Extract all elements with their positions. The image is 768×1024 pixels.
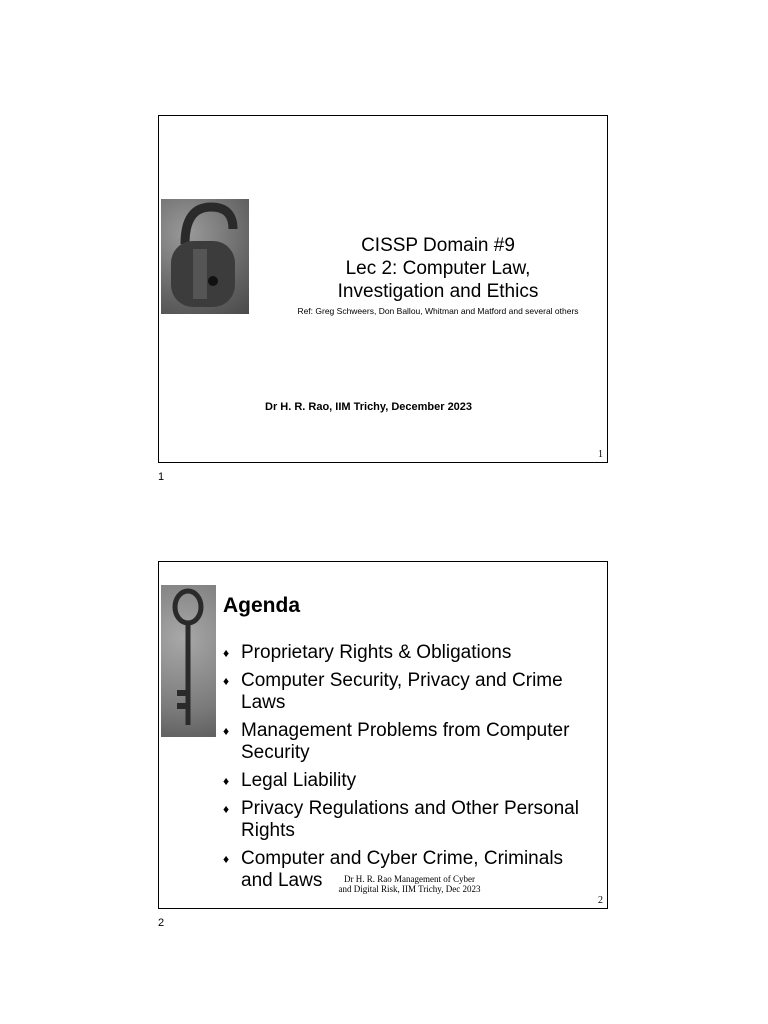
slide-number: 2 [598,895,603,906]
agenda-item: ♦ Management Problems from Computer Security [223,720,570,763]
page-number-2: 2 [158,917,165,929]
agenda-item: ♦ Computer Security, Privacy and Crime Laws [223,670,563,713]
diamond-bullet-icon: ♦ [223,724,230,738]
padlock-photo [161,199,249,314]
diamond-bullet-icon: ♦ [223,802,230,816]
agenda-list [223,642,599,898]
diamond-bullet-icon: ♦ [223,646,230,660]
key-photo [161,585,216,737]
diamond-bullet-icon: ♦ [223,674,230,688]
diamond-bullet-icon: ♦ [223,774,230,788]
title-line-3: Investigation and Ethics [337,281,539,302]
slide-footer-note: Dr H. R. Rao Management of Cyber and Digital Risk, IIM Trichy, Dec 2023 [338,874,481,894]
diamond-bullet-icon: ♦ [223,852,230,866]
agenda-item: ♦ Privacy Regulations and Other Personal Rights [223,798,579,841]
agenda-item: ♦ Computer and Cyber Crime, Criminals and Laws [223,848,564,891]
agenda-item: ♦ Legal Liability [223,770,357,791]
title-line-1: CISSP Domain #9 [361,235,515,256]
slide-number: 1 [598,449,603,460]
title-line-2: Lec 2: Computer Law, [345,258,531,279]
author-line: Dr H. R. Rao, IIM Trichy, December 2023 [265,401,473,413]
page-number-1: 1 [158,471,165,483]
slide-2 [158,561,608,909]
reference-line: Ref: Greg Schweers, Don Ballou, Whitman and Matford and several others [297,306,579,316]
agenda-item: ♦ Proprietary Rights & Obligations [223,642,512,663]
agenda-title: Agenda [223,594,301,617]
slide-1 [158,115,608,463]
slide-1-title [269,234,607,303]
